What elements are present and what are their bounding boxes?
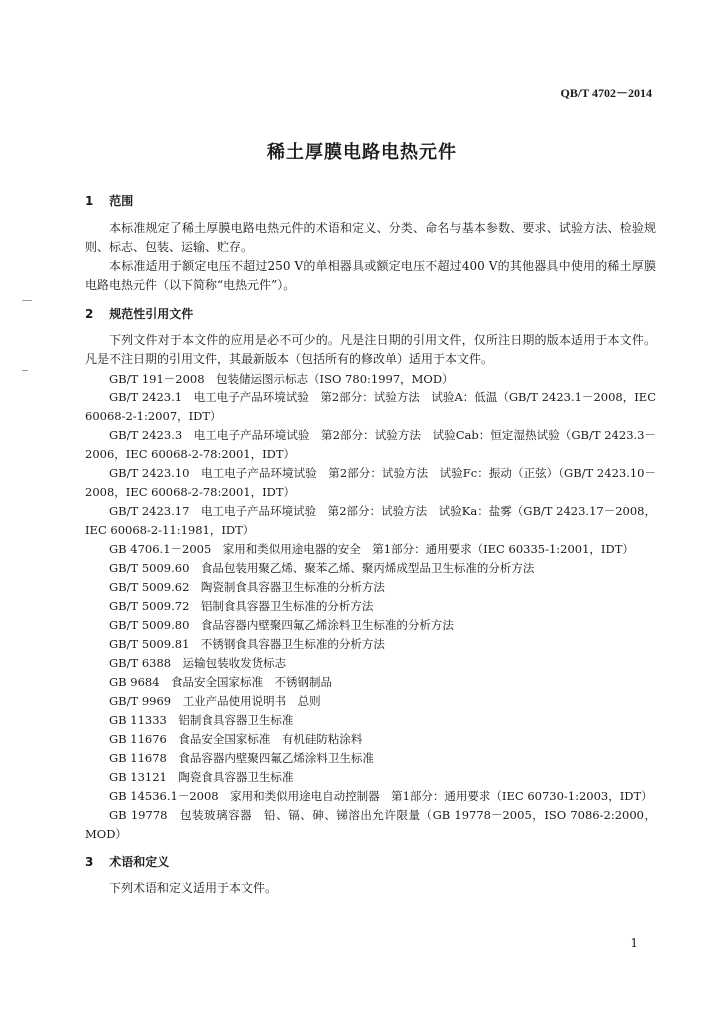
section-number: 2 — [85, 307, 94, 321]
scope-paragraph: 本标准适用于额定电压不超过250 V的单相器具或额定电压不超过400 V的其他器具中使用的稀土厚膜电路电热元件（以下简称“电热元件”）。 — [85, 259, 656, 292]
reference-item: GB 13121 陶瓷食具容器卫生标准 — [109, 770, 294, 784]
reference-item: GB 14536.1－2008 家用和类似用途电自动控制器 第1部分：通用要求（IEC 60730-1:2003，IDT） — [109, 789, 653, 803]
scan-mark — [22, 300, 32, 301]
reference-item: GB/T 5009.81 不锈钢食具容器卫生标准的分析方法 — [109, 637, 385, 651]
reference-item: GB/T 2423.10 电工电子产品环境试验 第2部分：试验方法 试验Fc：振动（正弦）（GB/T 2423.10－2008，IEC 60068-2-78:2001，IDT） — [85, 466, 656, 499]
reference-item: GB 9684 食品安全国家标准 不锈钢制品 — [109, 675, 333, 689]
reference-item: GB/T 5009.60 食品包装用聚乙烯、聚苯乙烯、聚丙烯成型品卫生标准的分析方法 — [109, 561, 535, 575]
reference-item: GB/T 6388 运输包装收发货标志 — [109, 656, 287, 670]
reference-item: GB/T 2423.3 电工电子产品环境试验 第2部分：试验方法 试验Cab：恒定湿热试验（GB/T 2423.3－2006，IEC 60068-2-78:2001，IDT） — [85, 428, 656, 461]
reference-item: GB/T 5009.62 陶瓷制食具容器卫生标准的分析方法 — [109, 580, 385, 594]
document-title: 稀土厚膜电路电热元件 — [267, 142, 457, 163]
section-1-heading — [85, 192, 133, 209]
terms-intro-paragraph: 下列术语和定义适用于本文件。 — [109, 881, 278, 895]
standard-code: QB/T 4702－2014 — [560, 86, 652, 100]
section-title: 范围 — [109, 194, 134, 208]
section-title: 术语和定义 — [109, 855, 170, 869]
reference-item: GB 11333 铝制食具容器卫生标准 — [109, 713, 294, 727]
reference-item: GB 11676 食品安全国家标准 有机硅防粘涂料 — [109, 732, 363, 746]
page-number: 1 — [630, 936, 638, 950]
reference-item: GB/T 191－2008 包装储运图示标志（ISO 780:1997，MOD） — [109, 372, 454, 386]
reference-item: GB 4706.1－2005 家用和类似用途电器的安全 第1部分：通用要求（IEC 60335-1:2001，IDT） — [109, 542, 634, 556]
reference-item: GB/T 2423.17 电工电子产品环境试验 第2部分：试验方法 试验Ka：盐雾（GB/T 2423.17－2008，IEC 60068-2-11:1981，IDT） — [85, 504, 656, 537]
reference-item: GB/T 9969 工业产品使用说明书 总则 — [109, 694, 321, 708]
section-number: 1 — [85, 194, 94, 208]
section-3-heading — [85, 853, 169, 870]
reference-item: GB/T 5009.72 铝制食具容器卫生标准的分析方法 — [109, 599, 374, 613]
reference-item: GB 11678 食品容器内壁聚四氟乙烯涂料卫生标准 — [109, 751, 374, 765]
section-number: 3 — [85, 855, 94, 869]
scope-paragraph: 本标准规定了稀土厚膜电路电热元件的术语和定义、分类、命名与基本参数、要求、试验方法、检验规则、标志、包装、运输、贮存。 — [85, 221, 656, 254]
normative-intro-paragraph: 下列文件对于本文件的应用是必不可少的。凡是注日期的引用文件，仅所注日期的版本适用于本文件。凡是不注日期的引用文件，其最新版本（包括所有的修改单）适用于本文件。 — [85, 333, 656, 366]
reference-item: GB/T 5009.80 食品容器内壁聚四氟乙烯涂料卫生标准的分析方法 — [109, 618, 454, 632]
scan-mark — [22, 370, 28, 371]
section-2-heading — [85, 305, 193, 322]
section-title: 规范性引用文件 — [109, 307, 194, 321]
reference-item: GB 19778 包装玻璃容器 铅、镉、砷、锑溶出允许限量（GB 19778－2005，ISO 7086-2:2000，MOD） — [85, 808, 656, 841]
reference-item: GB/T 2423.1 电工电子产品环境试验 第2部分：试验方法 试验A：低温（GB/T 2423.1－2008，IEC 60068-2-1:2007，IDT） — [85, 390, 656, 423]
